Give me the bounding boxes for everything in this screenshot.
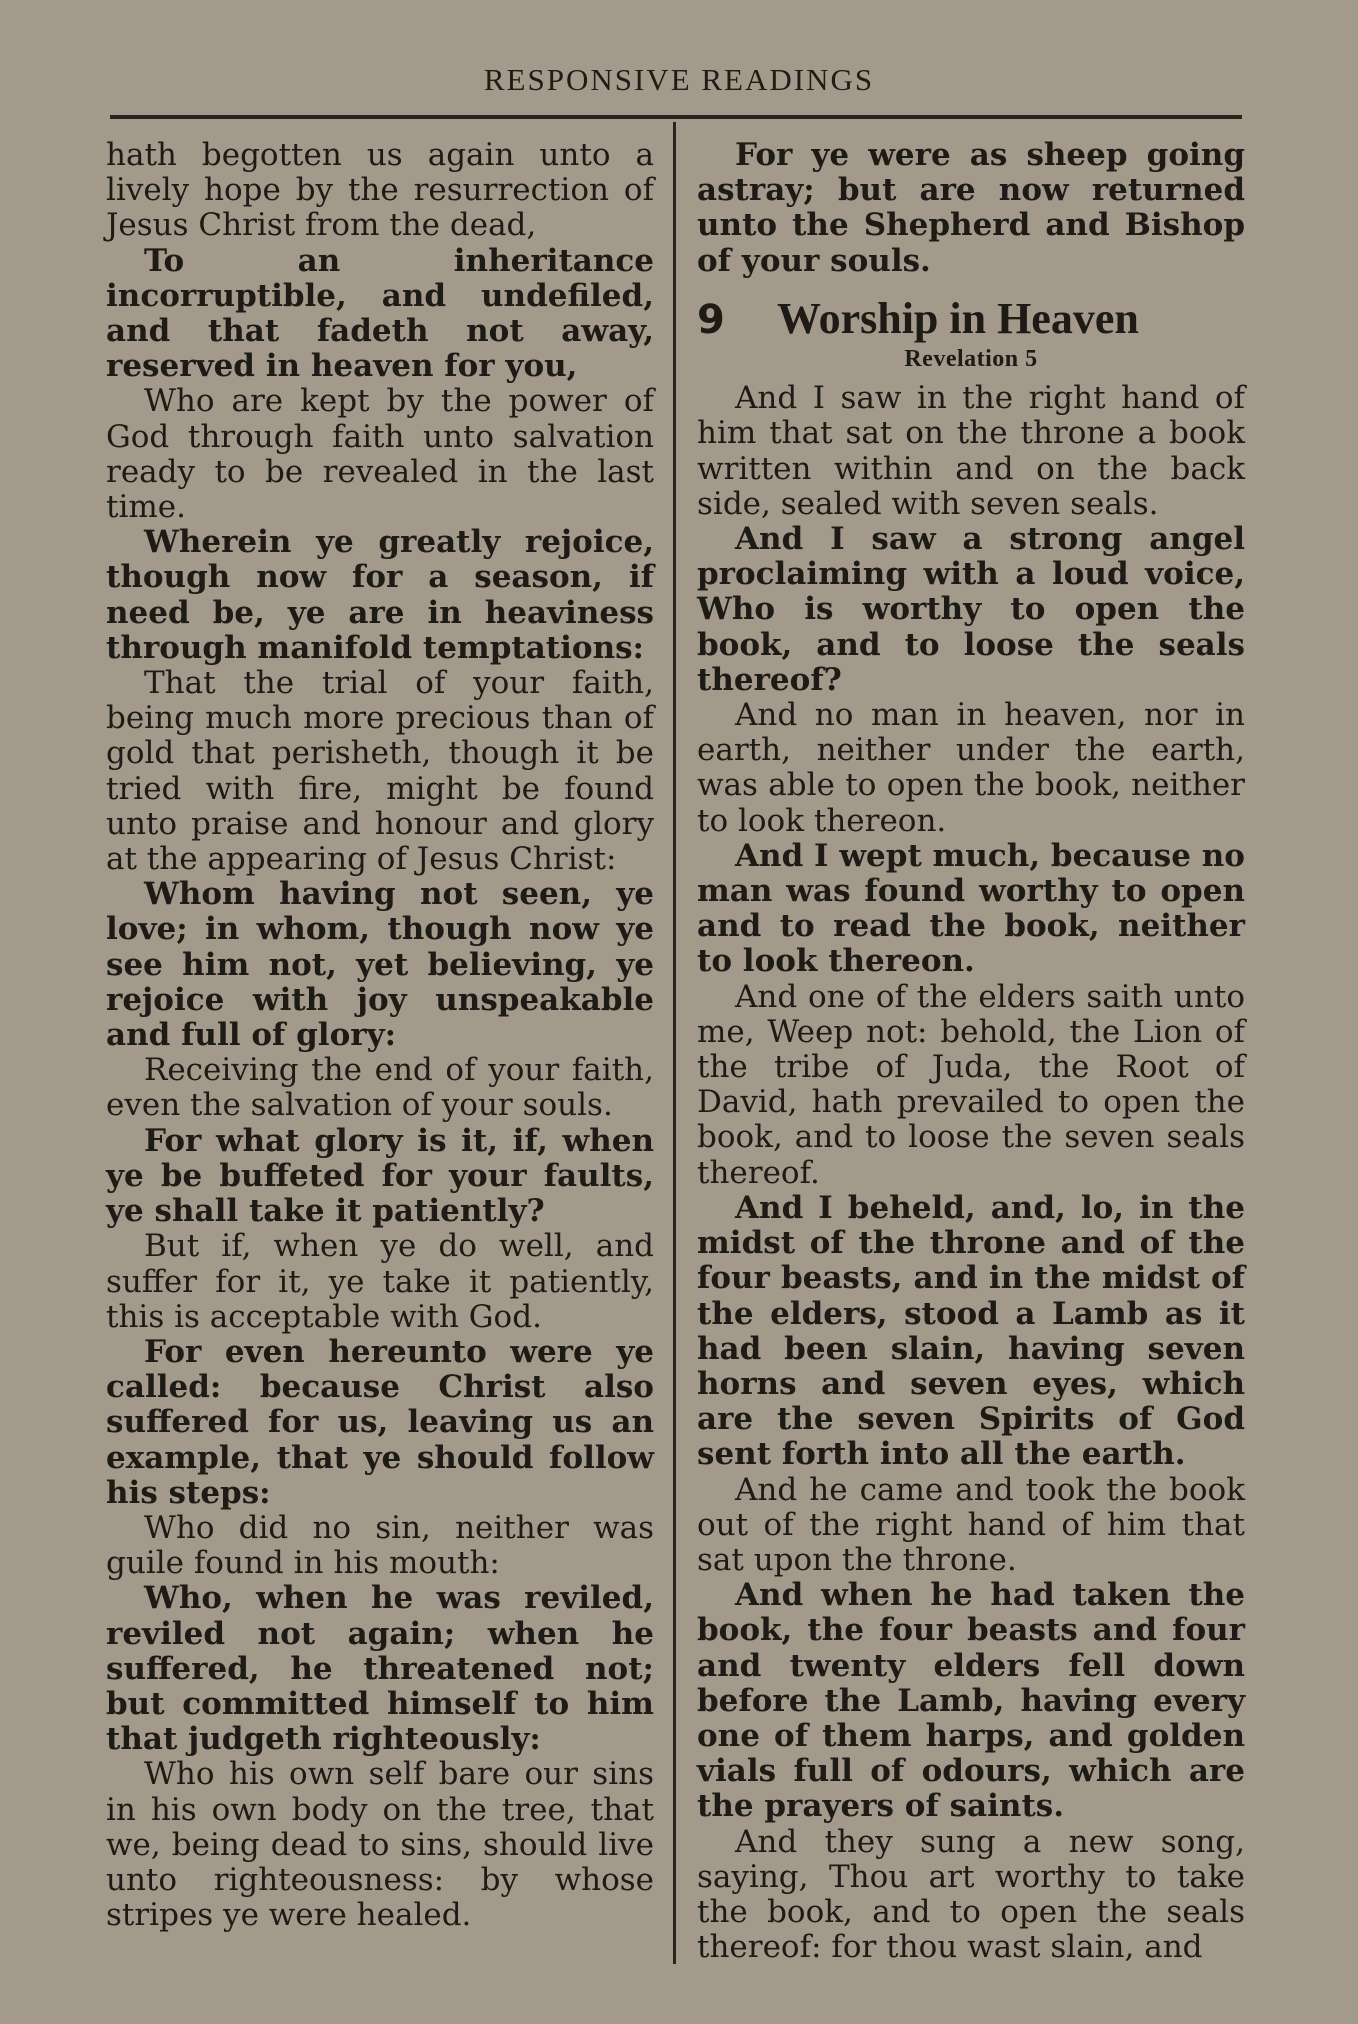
verse-right-8: And when he had taken the book, the four beasts and four and twenty elders fell down before the Lamb, having every one of them harps, and golden vials full of odours, which are the prayers of saints. <box>697 1577 1245 1825</box>
verse-left-13: Who his own self bare our sins in his own body on the tree, that we, being dead to sins, should live unto righteousness: by whose stripes ye were healed. <box>106 1756 654 1934</box>
verse-left-1: hath begotten us again unto a lively hope by the resurrection of Jesus Christ from the dead, <box>106 137 654 244</box>
verse-carryover: For ye were as sheep going astray; but are now returned unto the Shepherd and Bishop of your souls. <box>697 137 1245 279</box>
reading-heading <box>697 293 1245 343</box>
right-column <box>697 138 1245 1965</box>
verse-right-9: And they sung a new song, saying, Thou art worthy to take the book, and to open the seals thereof: for thou wast slain, and <box>697 1823 1245 1966</box>
reading-title: Worship in Heaven <box>777 293 1139 343</box>
verse-left-11: Who did no sin, neither was guile found in his mouth: <box>106 1509 654 1582</box>
column-divider <box>673 122 676 1964</box>
verse-right-2: And I saw a strong angel proclaiming with a loud voice, Who is worthy to open the book, and to loose the seals thereof? <box>697 521 1245 698</box>
running-head: RESPONSIVE READINGS <box>483 62 875 97</box>
header-rule <box>110 115 1242 119</box>
verse-left-6: Whom having not seen, ye love; in whom, though now ye see him not, yet believing, ye rejoice with joy unspeakable and full of glory: <box>106 876 654 1054</box>
verse-left-3: Who are kept by the power of God through faith unto salvation ready to be revealed in the last time. <box>106 383 654 526</box>
verse-left-5: That the trial of your faith, being much more precious than of gold that perisheth, though it be tried with fire, might be found unto praise and honour and glory at the appearing of Jesus Christ: <box>106 665 654 878</box>
verse-right-4: And I wept much, because no man was found worthy to open and to read the book, neither to look thereon. <box>697 837 1245 980</box>
reading-number: 9 <box>697 296 725 343</box>
verse-right-7: And he came and took the book out of the right hand of him that sat upon the throne. <box>697 1471 1245 1578</box>
verse-right-1: And I saw in the right hand of him that sat on the throne a book written within and on the back side, sealed with seven seals. <box>697 380 1245 522</box>
verse-right-5: And one of the elders saith unto me, Weep not: behold, the Lion of the tribe of Juda, the Root of David, hath prevailed to open the book, and to loose the seven seals thereof. <box>697 978 1245 1191</box>
verse-left-4: Wherein ye greatly rejoice, though now for a season, if need be, ye are in heaviness through manifold temptations: <box>106 524 654 666</box>
verse-left-9: But if, when ye do well, and suffer for it, ye take it patiently, this is acceptable with God. <box>106 1228 654 1335</box>
left-column <box>106 138 654 1933</box>
verse-left-12: Who, when he was reviled, reviled not again; when he suffered, he threatened not; but committed himself to him that judgeth righteously: <box>106 1580 654 1758</box>
verse-left-7: Receiving the end of your faith, even the salvation of your souls. <box>106 1052 654 1124</box>
verse-left-2: To an inheritance incorruptible, and undefiled, and that fadeth not away, reserved in heaven for you, <box>106 242 654 385</box>
scripture-reference: Revelation 5 <box>904 346 1038 373</box>
verse-right-3: And no man in heaven, nor in earth, neither under the earth, was able to open the book, neither to look thereon. <box>697 697 1245 839</box>
verse-left-8: For what glory is it, if, when ye be buffeted for your faults, ye shall take it patiently? <box>106 1122 654 1230</box>
verse-right-6: And I beheld, and, lo, in the midst of the throne and of the four beasts, and in the midst of the elders, stood a Lamb as it had been slain, having seven horns and seven eyes, which are the seven Spirits of God sent forth into all the earth. <box>697 1189 1245 1473</box>
verse-left-10: For even hereunto were ye called: because Christ also suffered for us, leaving us an example, that ye should follow his steps: <box>106 1333 654 1511</box>
